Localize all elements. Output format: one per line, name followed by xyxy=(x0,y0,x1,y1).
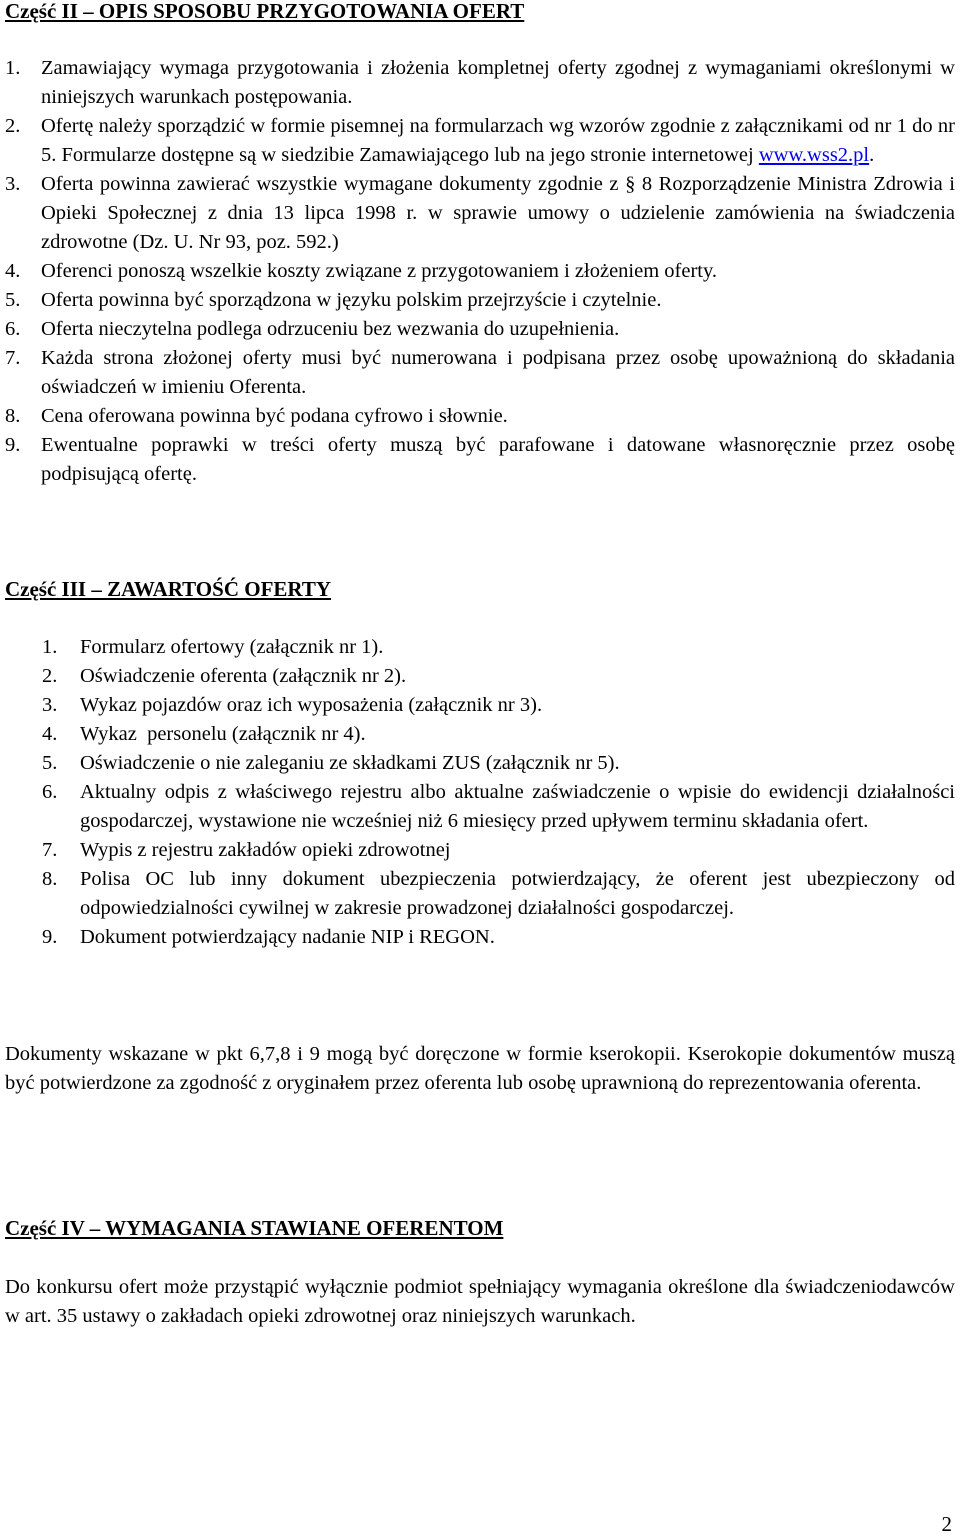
website-link[interactable]: www.wss2.pl xyxy=(758,144,870,166)
list-number: 4. xyxy=(42,723,58,745)
part3-item-7 xyxy=(42,836,955,865)
list-number: 9. xyxy=(42,926,58,948)
part2-item-5 xyxy=(5,286,955,315)
part2-item-9 xyxy=(5,431,955,489)
list-number: 6. xyxy=(5,318,21,340)
list-item-text: Cena oferowana powinna być podana cyfrowo i słownie. xyxy=(41,405,508,427)
part2-list xyxy=(5,54,955,489)
list-item-text: Wykaz pojazdów oraz ich wyposażenia (załącznik nr 3). xyxy=(80,694,543,716)
list-item-text: Każda strona złożonej oferty musi być numerowana i podpisana przez osobę upoważnioną do składania oświadczeń w imieniu Oferenta. xyxy=(41,347,955,398)
part3-item-6 xyxy=(42,778,955,836)
part3-item-2 xyxy=(42,662,955,691)
list-number: 5. xyxy=(42,752,58,774)
part2-heading: Część II – OPIS SPOSOBU PRZYGOTOWANIA OFERT xyxy=(5,0,525,23)
list-number: 5. xyxy=(5,289,21,311)
part2-item-4 xyxy=(5,257,955,286)
list-item-text: Dokument potwierdzający nadanie NIP i REGON. xyxy=(80,926,495,948)
list-number: 4. xyxy=(5,260,21,282)
part2-item-6 xyxy=(5,315,955,344)
list-item-text: Formularz ofertowy (załącznik nr 1). xyxy=(80,636,384,658)
part3-item-5 xyxy=(42,749,955,778)
list-item-text: Wykaz personelu (załącznik nr 4). xyxy=(80,723,366,745)
list-item-text: Oferenci ponoszą wszelkie koszty związane z przygotowaniem i złożeniem oferty. xyxy=(41,260,718,282)
list-item-text-before: Ofertę należy sporządzić w formie pisemnej na formularzach wg wzorów zgodnie z załącznikami od nr 1 do nr 5. Formularze dostępne są w siedzibie Zamawiającego lub na jego stronie internetowej xyxy=(41,115,955,166)
part3-item-3 xyxy=(42,691,955,720)
list-item-text: Oferta nieczytelna podlega odrzuceniu bez wezwania do uzupełnienia. xyxy=(41,318,620,340)
list-item-text: Aktualny odpis z właściwego rejestru albo aktualne zaświadczenie o wpisie do ewidencji działalności gospodarczej, wystawione nie wcześniej niż 6 miesięcy przed upływem terminu składania ofert. xyxy=(80,781,955,832)
list-number: 2. xyxy=(5,115,21,137)
part2-item-1 xyxy=(5,54,955,112)
list-item-text: Polisa OC lub inny dokument ubezpieczenia potwierdzający, że oferent jest ubezpieczony od odpowiedzialności cywilnej w zakresie prowadzonej działalności gospodarczej. xyxy=(80,868,955,919)
list-number: 7. xyxy=(42,839,58,861)
part3-item-8 xyxy=(42,865,955,923)
list-number: 6. xyxy=(42,781,58,803)
list-item-text: Ewentualne poprawki w treści oferty muszą być parafowane i datowane własnoręcznie przez osobę podpisującą ofertę. xyxy=(41,434,955,485)
list-number: 1. xyxy=(5,57,21,79)
list-number: 9. xyxy=(5,434,21,456)
part2-item-8 xyxy=(5,402,955,431)
list-number: 8. xyxy=(5,405,21,427)
list-number: 3. xyxy=(5,173,21,195)
part3-list xyxy=(42,633,955,952)
part2-item-3 xyxy=(5,170,955,257)
part4-text: Do konkursu ofert może przystąpić wyłącznie podmiot spełniający wymagania określone dla świadczeniodawców w art. 35 ustawy o zakładach opieki zdrowotnej oraz niniejszych warunkach. xyxy=(5,1276,955,1327)
list-item-text: Oferta powinna być sporządzona w języku polskim przejrzyście i czytelnie. xyxy=(41,289,662,311)
part3-note: Dokumenty wskazane w pkt 6,7,8 i 9 mogą być doręczone w formie kserokopii. Kserokopie dokumentów muszą być potwierdzone za zgodność z oryginałem przez oferenta lub osobę uprawnioną do reprezentowania oferenta. xyxy=(5,1043,955,1094)
part4-heading: Część IV – WYMAGANIA STAWIANE OFERENTOM xyxy=(5,1216,504,1240)
list-number: 8. xyxy=(42,868,58,890)
list-item-text: Oświadczenie oferenta (załącznik nr 2). xyxy=(80,665,407,687)
part3-heading: Część III – ZAWARTOŚĆ OFERTY xyxy=(5,577,332,601)
list-item-text xyxy=(5,112,955,170)
list-number: 2. xyxy=(42,665,58,687)
list-number: 7. xyxy=(5,347,21,369)
list-number: 1. xyxy=(42,636,58,658)
part3-item-4 xyxy=(42,720,955,749)
part2-item-7 xyxy=(5,344,955,402)
list-item-text-after: . xyxy=(869,144,875,166)
part3-item-9 xyxy=(42,923,955,952)
list-item-text: Oświadczenie o nie zaleganiu ze składkami ZUS (załącznik nr 5). xyxy=(80,752,620,774)
part2-item-2 xyxy=(5,112,955,170)
list-item-text: Oferta powinna zawierać wszystkie wymagane dokumenty zgodnie z § 8 Rozporządzenie Ministra Zdrowia i Opieki Społecznej z dnia 13 lipca 1998 r. w sprawie umowy o udzielenie zamówienia na świadczenia zdrowotne (Dz. U. Nr 93, poz. 592.) xyxy=(41,173,955,253)
part3-item-1 xyxy=(42,633,955,662)
list-number: 3. xyxy=(42,694,58,716)
page-number: 2 xyxy=(941,1512,952,1536)
list-item-text: Zamawiający wymaga przygotowania i złożenia kompletnej oferty zgodnej z wymaganiami określonymi w niniejszych warunkach postępowania. xyxy=(41,57,955,108)
list-item-text: Wypis z rejestru zakładów opieki zdrowotnej xyxy=(80,839,451,861)
